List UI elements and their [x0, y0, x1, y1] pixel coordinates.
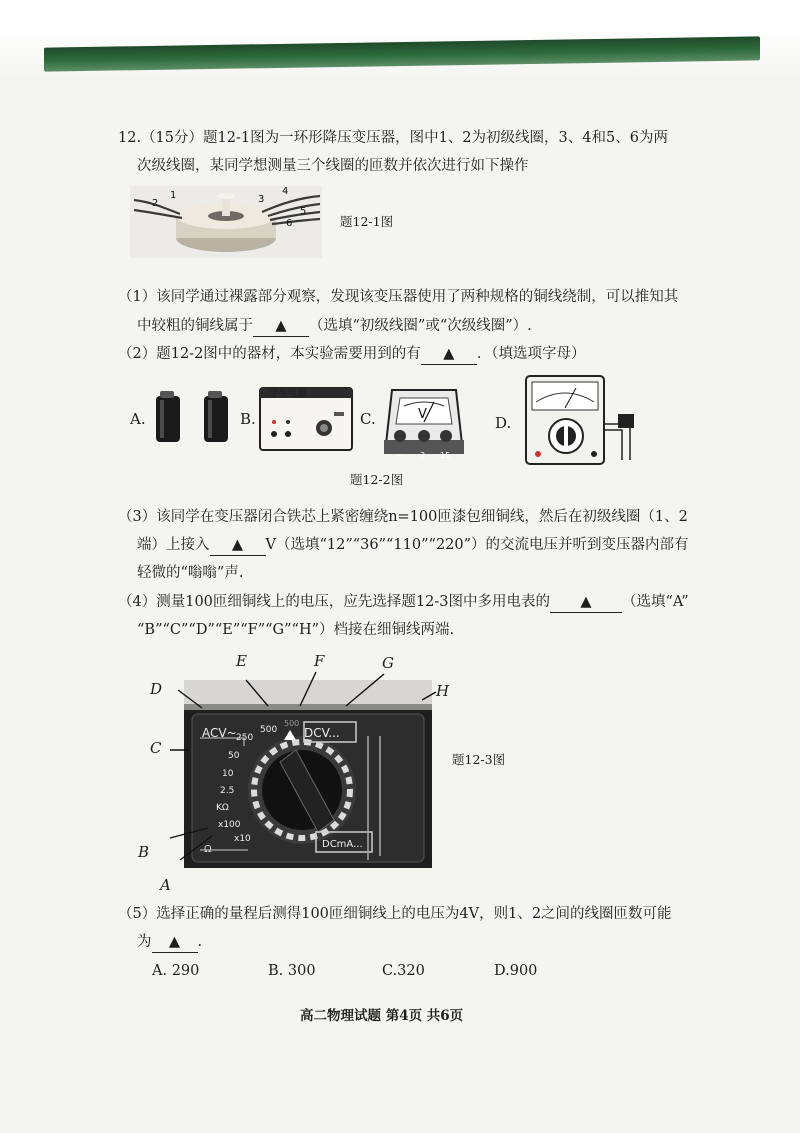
- range-500: 500: [260, 725, 278, 735]
- power-supply-label: 学生电源: [270, 389, 307, 399]
- wire-label-1: 1: [170, 190, 177, 201]
- range-2-5: 2.5: [220, 786, 235, 796]
- part2-text-a: （2）题12-2图中的器材，本实验需要用到的有: [118, 346, 421, 362]
- option-c-label: C.: [360, 410, 376, 428]
- voltmeter-image: [378, 384, 470, 460]
- transformer-illustration: [130, 186, 322, 258]
- range-250: 250: [236, 733, 254, 743]
- part2-line: [118, 344, 586, 365]
- choice-a: A. 290: [152, 963, 200, 979]
- dcv-label: DCV...: [304, 726, 340, 740]
- part3-line1: （3）该同学在变压器闭合铁芯上紧密缠绕n=100匝漆包细铜线，然后在初级线圈（1、2: [118, 509, 688, 525]
- figure-12-1-caption: 题12-1图: [340, 214, 394, 229]
- option-a-label: A.: [130, 410, 146, 428]
- answer-blank-3: ▲: [210, 535, 266, 556]
- range-10: 10: [222, 769, 234, 779]
- letter-c: C: [150, 739, 162, 757]
- choice-d: D.900: [494, 963, 538, 979]
- x100-label: x100: [218, 820, 241, 830]
- part3-line2: [137, 535, 689, 556]
- figure-12-3-caption: 题12-3图: [452, 752, 506, 767]
- wire-label-2: 2: [152, 198, 159, 209]
- part5-text-b: .: [197, 934, 203, 950]
- multimeter-image: [524, 374, 650, 468]
- wire-label-5: 5: [300, 206, 307, 217]
- option-b-label: B.: [240, 410, 256, 428]
- letter-b: B: [138, 843, 150, 861]
- letter-h: H: [436, 682, 450, 700]
- figure-12-2-caption: 题12-2图: [350, 472, 404, 487]
- part1-text-a: 中较粗的铜线属于: [137, 318, 253, 334]
- range-50: 50: [228, 751, 240, 761]
- kohm-label: KΩ: [216, 803, 229, 813]
- part5-line2: [137, 932, 202, 953]
- choice-b: B. 300: [268, 963, 316, 979]
- q12-intro-text: （15分）题12-1图为一环形降压变压器，图中1、2为初级线圈，3、4和5、6为两: [141, 130, 668, 146]
- letter-e: E: [236, 652, 247, 670]
- part4-line1: [118, 592, 689, 613]
- answer-blank-1: ▲: [253, 316, 309, 337]
- terminal-15: 15: [440, 451, 451, 460]
- part3-text-a: 端）上接入: [137, 537, 210, 553]
- selector-leader-lines: [150, 650, 460, 900]
- letter-d: D: [150, 680, 163, 698]
- part1-text-b: （选填“初级线圈”或“次级线圈”）.: [309, 318, 532, 334]
- terminal-3: 3: [420, 451, 426, 460]
- part1-line2: [137, 316, 532, 337]
- part2-text-b: ．（填选项字母）: [476, 346, 586, 362]
- letter-a: A: [160, 876, 171, 894]
- batteries-image: [152, 388, 242, 448]
- choice-c: C.320: [382, 963, 425, 979]
- voltmeter-letter: V: [418, 407, 427, 422]
- question-number: 12.: [118, 130, 142, 146]
- part3-line3: 轻微的“嗡嗡”声.: [137, 565, 244, 581]
- letter-g: G: [382, 654, 394, 672]
- wire-label-6: 6: [286, 218, 293, 229]
- acv-label: ACV~: [202, 726, 237, 740]
- terminal-minus: −: [396, 451, 403, 460]
- part1-line1: （1）该同学通过裸露部分观察，发现该变压器使用了两种规格的铜线绕制，可以推知其: [118, 289, 679, 305]
- q12-line2: 次级线圈，某同学想测量三个线圈的匝数并依次进行如下操作: [137, 158, 529, 174]
- transformer-photo: [130, 186, 322, 258]
- wire-label-3: 3: [258, 194, 265, 205]
- page-footer: 高二物理试题 第4页 共6页: [300, 1008, 464, 1024]
- part4-line2: “B”“C”“D”“E”“F”“G”“H”）档接在细铜线两端.: [137, 622, 455, 638]
- part3-text-b: V（选填“12”“36”“110”“220”）的交流电压并听到变压器内部有: [265, 537, 689, 553]
- wire-label-4: 4: [282, 186, 289, 197]
- answer-blank-4: ▲: [550, 592, 622, 613]
- q12-line1: [118, 128, 668, 148]
- dcma-label: DCmA...: [322, 839, 363, 850]
- range-500-dcv: 500: [284, 719, 300, 728]
- answer-blank-5: ▲: [152, 932, 198, 953]
- part4-text-a: （4）测量100匝细铜线上的电压，应先选择题12-3图中多用电表的: [118, 594, 550, 610]
- part5-text-a: 为: [137, 934, 152, 950]
- x10-label: x10: [234, 834, 251, 844]
- ohm-label: Ω: [204, 844, 212, 855]
- part4-text-b: （选填“A”: [621, 594, 689, 610]
- part5-line1: （5）选择正确的量程后测得100匝细铜线上的电压为4V，则1、2之间的线圈匝数可能: [118, 906, 672, 922]
- option-d-label: D.: [495, 414, 512, 432]
- letter-f: F: [314, 652, 325, 670]
- answer-blank-2: ▲: [421, 344, 477, 365]
